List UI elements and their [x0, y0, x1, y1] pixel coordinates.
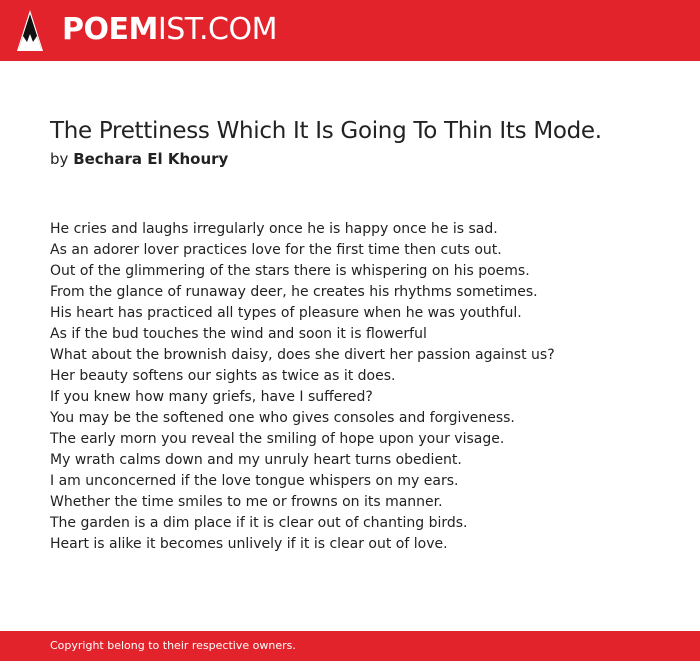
footer-bar — [0, 631, 700, 661]
poem-line: What about the brownish daisy, does she divert her passion against us? — [50, 347, 555, 363]
poem-line: His heart has practiced all types of pleasure when he was youthful. — [50, 305, 522, 321]
poem-line: If you knew how many griefs, have I suffered? — [50, 389, 373, 405]
poem-line: Her beauty softens our sights as twice as it does. — [50, 368, 396, 384]
brand-bold: POEM — [62, 12, 158, 47]
header-bar — [0, 0, 700, 61]
poem-line: My wrath calms down and my unruly heart turns obedient. — [50, 452, 462, 468]
poem-line: I am unconcerned if the love tongue whispers on my ears. — [50, 473, 459, 489]
copyright-text: Copyright belong to their respective owners. — [50, 639, 296, 652]
poem-line: The early morn you reveal the smiling of hope upon your visage. — [50, 431, 505, 447]
by-label: by — [50, 150, 69, 168]
author-name: Bechara El Khoury — [73, 150, 229, 168]
poem-line: Out of the glimmering of the stars there is whispering on his poems. — [50, 263, 530, 279]
poem-line: As if the bud touches the wind and soon it is flowerful — [50, 326, 427, 342]
byline — [50, 149, 228, 169]
poem-title: The Prettiness Which It Is Going To Thin Its Mode. — [50, 118, 602, 144]
poem-line: He cries and laughs irregularly once he is happy once he is sad. — [50, 221, 498, 237]
poem-body — [50, 219, 670, 555]
pencil-tip-icon[interactable] — [16, 9, 44, 52]
poem-line: Heart is alike it becomes unlively if it is clear out of love. — [50, 536, 448, 552]
poem-line: You may be the softened one who gives consoles and forgiveness. — [50, 410, 515, 426]
brand-light: IST.COM — [157, 12, 277, 47]
poem-line: From the glance of runaway deer, he creates his rhythms sometimes. — [50, 284, 538, 300]
poem-line: The garden is a dim place if it is clear out of chanting birds. — [50, 515, 468, 531]
site-logo-text[interactable] — [62, 12, 277, 48]
poem-line: As an adorer lover practices love for the first time then cuts out. — [50, 242, 502, 258]
poem-line: Whether the time smiles to me or frowns on its manner. — [50, 494, 443, 510]
